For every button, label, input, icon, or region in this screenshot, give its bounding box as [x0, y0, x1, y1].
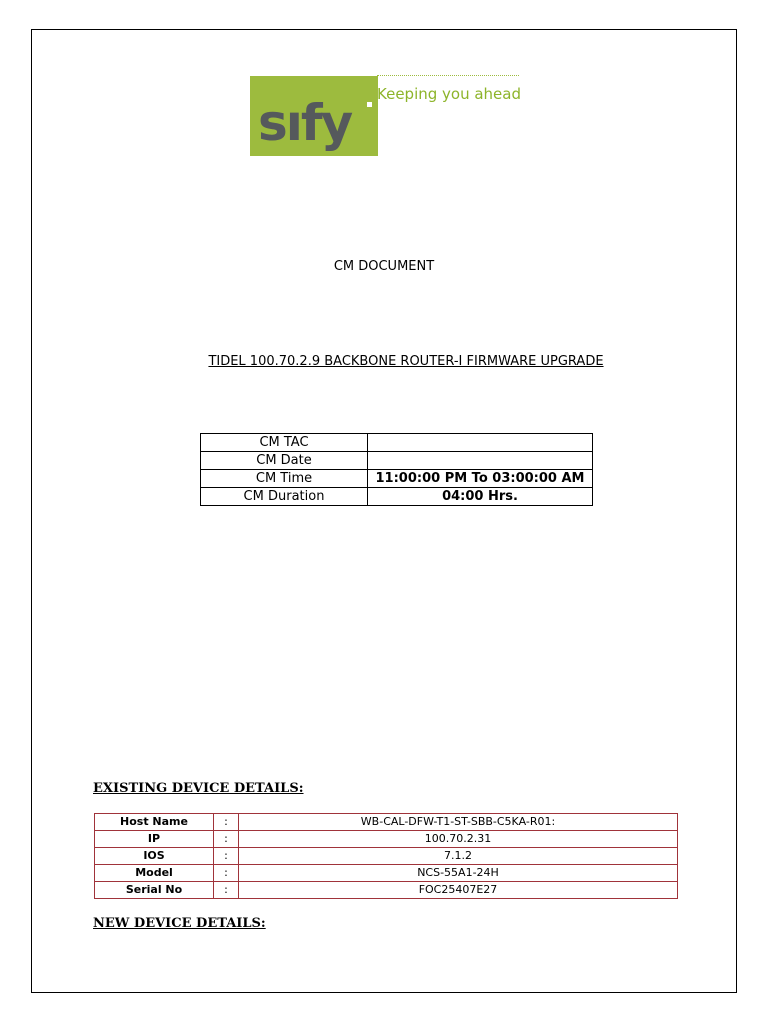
- host-name-value: WB-CAL-DFW-T1-ST-SBB-C5KA-R01:: [239, 814, 678, 831]
- separator: :: [214, 865, 239, 882]
- cm-tac-value: [368, 434, 593, 452]
- table-row: [95, 848, 678, 865]
- ios-value: 7.1.2: [239, 848, 678, 865]
- logo-tagline: Keeping you ahead: [377, 85, 522, 103]
- document-title: CM DOCUMENT: [333, 259, 435, 274]
- ip-value: 100.70.2.31: [239, 831, 678, 848]
- new-device-heading: NEW DEVICE DETAILS:: [93, 916, 266, 931]
- separator: :: [214, 831, 239, 848]
- logo-dot: [367, 102, 372, 107]
- ios-label: IOS: [95, 848, 214, 865]
- table-row: [95, 865, 678, 882]
- sify-logo: [250, 76, 378, 156]
- cm-time-value: 11:00:00 PM To 03:00:00 AM: [368, 470, 593, 488]
- cm-time-label: CM Time: [201, 470, 368, 488]
- document-subtitle: TIDEL 100.70.2.9 BACKBONE ROUTER-I FIRMWARE UPGRADE: [208, 354, 604, 369]
- model-value: NCS-55A1-24H: [239, 865, 678, 882]
- model-label: Model: [95, 865, 214, 882]
- cm-duration-label: CM Duration: [201, 488, 368, 506]
- table-row: [95, 814, 678, 831]
- existing-device-heading: EXISTING DEVICE DETAILS:: [93, 781, 304, 796]
- separator: :: [214, 814, 239, 831]
- separator: :: [214, 848, 239, 865]
- table-row: [95, 882, 678, 899]
- cm-details-table: [200, 433, 593, 506]
- table-row: [201, 452, 593, 470]
- table-row: [201, 470, 593, 488]
- serial-no-label: Serial No: [95, 882, 214, 899]
- separator: :: [214, 882, 239, 899]
- table-row: [201, 434, 593, 452]
- table-row: [95, 831, 678, 848]
- serial-no-value: FOC25407E27: [239, 882, 678, 899]
- logo-brand-text: sıfy: [258, 94, 352, 152]
- existing-device-table: [94, 813, 678, 899]
- table-row: [201, 488, 593, 506]
- host-name-label: Host Name: [95, 814, 214, 831]
- cm-duration-value: 04:00 Hrs.: [368, 488, 593, 506]
- cm-tac-label: CM TAC: [201, 434, 368, 452]
- ip-label: IP: [95, 831, 214, 848]
- cm-date-label: CM Date: [201, 452, 368, 470]
- cm-date-value: [368, 452, 593, 470]
